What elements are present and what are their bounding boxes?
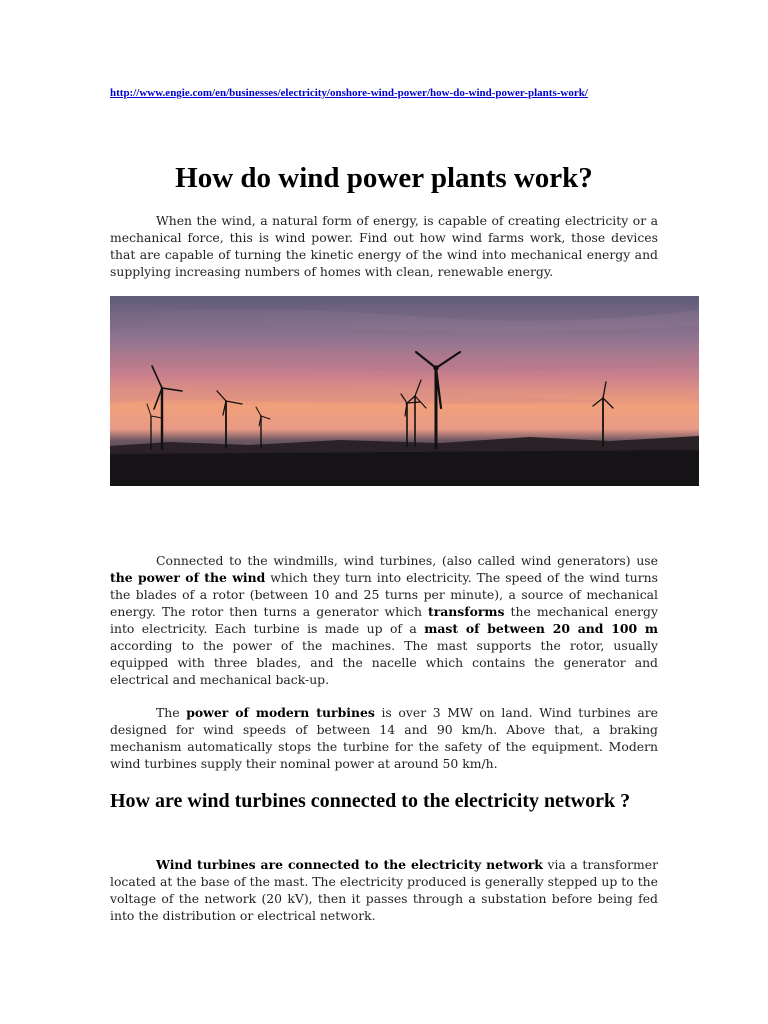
text-run: The <box>156 705 187 720</box>
turbine-description-paragraph <box>110 552 658 688</box>
wind-turbines-photo <box>110 296 699 486</box>
intro-paragraph: When the wind, a natural form of energy, is capable of creating electricity or a mechanical force, this is wind power. Find out how wind farms work, those devices that are capable of turning the kinetic energy of the wind into mechanical energy and supplying increasing numbers of homes with clean, renewable energy. <box>110 213 658 279</box>
bold-run: Wind turbines are connected to the electricity network <box>156 857 543 872</box>
text-run: which they turn into electricity. The speed of the wind turns the blades of a rotor (between 10 and 25 turns per minute), a source of mechanical energy. The rotor then turns a generator which <box>110 570 658 619</box>
turbine-power-paragraph <box>110 704 658 772</box>
text-run: according to the power of the machines. The mast supports the rotor, usually equipped with three blades, and the nacelle which contains the generator and electrical and mechanical back-up. <box>110 638 658 687</box>
network-connection-paragraph <box>110 856 658 924</box>
bold-run: power of modern turbines <box>186 705 375 720</box>
bold-run: transforms <box>427 604 505 619</box>
bold-run: the power of the wind <box>110 570 266 585</box>
text-run: via a transformer located at the base of the mast. The electricity produced is generally stepped up to the voltage of the network (20 kV), then it passes through a substation before being fed into the distribution or electrical network. <box>110 857 659 923</box>
text-run: Connected to the windmills, wind turbines, (also called wind generators) use <box>156 553 658 568</box>
bold-run: mast of between 20 and 100 m <box>424 621 658 636</box>
page-title: How do wind power plants work? <box>175 162 593 194</box>
source-link[interactable]: http://www.engie.com/en/businesses/electricity/onshore-wind-power/how-do-wind-power-plants-work/ <box>110 87 588 99</box>
text-run: is over 3 MW on land. Wind turbines are designed for wind speeds of between 14 and 90 km/h. Above that, a braking mechanism automatically stops the turbine for the safety of the equipment. Modern wind turbines supply their nominal power at around 50 km/h. <box>110 705 658 771</box>
text-run: the mechanical energy into electricity. Each turbine is made up of a <box>110 604 658 636</box>
section-heading: How are wind turbines connected to the electricity network ? <box>110 790 631 812</box>
